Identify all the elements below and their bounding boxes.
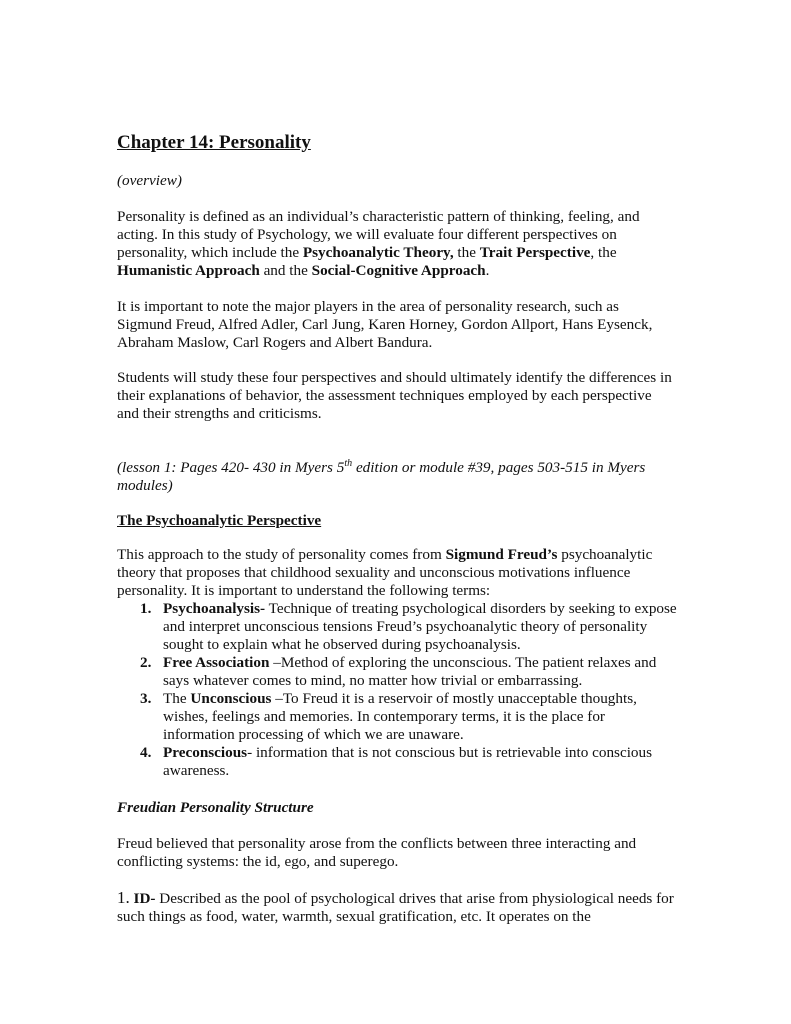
term-definition: - information that is not conscious but is retrievable into conscious awareness. xyxy=(163,744,653,779)
intro-paragraph-1 xyxy=(117,208,677,280)
section-intro-text: This approach to the study of personality comes from xyxy=(117,546,446,563)
intro-text: the xyxy=(453,244,480,261)
id-definition: Described as the pool of psychological drives that arise from physiological needs for such things as food, water, warmth, sexual gratification, etc. It operates on the xyxy=(117,890,674,925)
structure-intro: Freud believed that personality arose from the conflicts between three interacting and conflicting systems: the id, ego, and superego. xyxy=(117,835,637,870)
intro-text: and the xyxy=(259,262,312,279)
sigmund-freud-term: Sigmund Freud’s xyxy=(445,546,558,563)
list-number: 4. xyxy=(140,744,152,761)
list-item xyxy=(117,690,677,744)
lesson-note-text: edition or module #39, pages 503-515 in Myers modules) xyxy=(117,459,646,494)
social-cognitive-term: Social-Cognitive Approach xyxy=(311,262,486,279)
list-number: 2. xyxy=(140,654,152,671)
terms-list xyxy=(117,600,677,780)
humanistic-approach-term: Humanistic Approach xyxy=(117,262,260,279)
intro-paragraph-3: Students will study these four perspectives and should ultimately identify the differences in their explanations of behavior, the assessment techniques employed by each perspective and their strengths and criticisms. xyxy=(117,369,672,422)
psychoanalytic-theory-term: Psychoanalytic Theory, xyxy=(302,244,454,261)
id-item xyxy=(117,889,677,926)
lesson-note-superscript: th xyxy=(344,457,353,469)
page-title: Chapter 14: Personality xyxy=(117,132,311,153)
list-item xyxy=(117,654,677,690)
intro-text: , the xyxy=(590,244,617,261)
list-item xyxy=(117,744,677,780)
overview-label: (overview) xyxy=(117,172,182,189)
section-heading: The Psychoanalytic Perspective xyxy=(117,512,322,529)
section-intro-text: psychoanalytic theory that proposes that childhood sexuality and unconscious motivations influence personality. It is important to understand the following terms: xyxy=(117,546,653,599)
id-term: ID- xyxy=(133,890,156,907)
id-number: 1. xyxy=(117,888,130,907)
term-name: Preconscious xyxy=(163,744,248,761)
intro-text: . xyxy=(485,262,490,279)
structure-heading: Freudian Personality Structure xyxy=(117,799,314,816)
term-name: Psychoanalysis- xyxy=(163,600,266,617)
list-number: 1. xyxy=(140,600,152,617)
term-definition: Technique of treating psychological disorders by seeking to expose and interpret unconscious tensions Freud’s psychoanalytic theory of personality sought to explain what he observed during psychoanalysis. xyxy=(163,600,677,653)
term-definition: –Method of exploring the unconscious. The patient relaxes and says whatever comes to mind, no matter how trivial or embarrassing. xyxy=(163,654,657,689)
list-number: 3. xyxy=(140,690,152,707)
intro-paragraph-2: It is important to note the major players in the area of personality research, such as Sigmund Freud, Alfred Adler, Carl Jung, Karen Horney, Gordon Allport, Hans Eysenck, Abraham Maslow, Carl Rogers and Albert Bandura. xyxy=(117,298,653,351)
intro-text: Personality is defined as an individual’s characteristic pattern of thinking, feeling, and acting. In this study of Psychology, we will evaluate four different perspectives on personality, which include the xyxy=(117,208,640,261)
term-name: Free Association xyxy=(163,654,270,671)
section-intro xyxy=(117,546,677,600)
term-definition: –To Freud it is a reservoir of mostly unacceptable thoughts, wishes, feelings and memories. In contemporary terms, it is the place for information processing of which we are unaware. xyxy=(163,690,637,743)
list-item xyxy=(117,600,677,654)
term-name: Unconscious xyxy=(190,690,272,707)
lesson-note xyxy=(117,459,677,495)
trait-perspective-term: Trait Perspective xyxy=(479,244,591,261)
lesson-note-text: (lesson 1: Pages 420- 430 in Myers 5 xyxy=(117,459,345,476)
term-prefix: The xyxy=(163,690,191,707)
